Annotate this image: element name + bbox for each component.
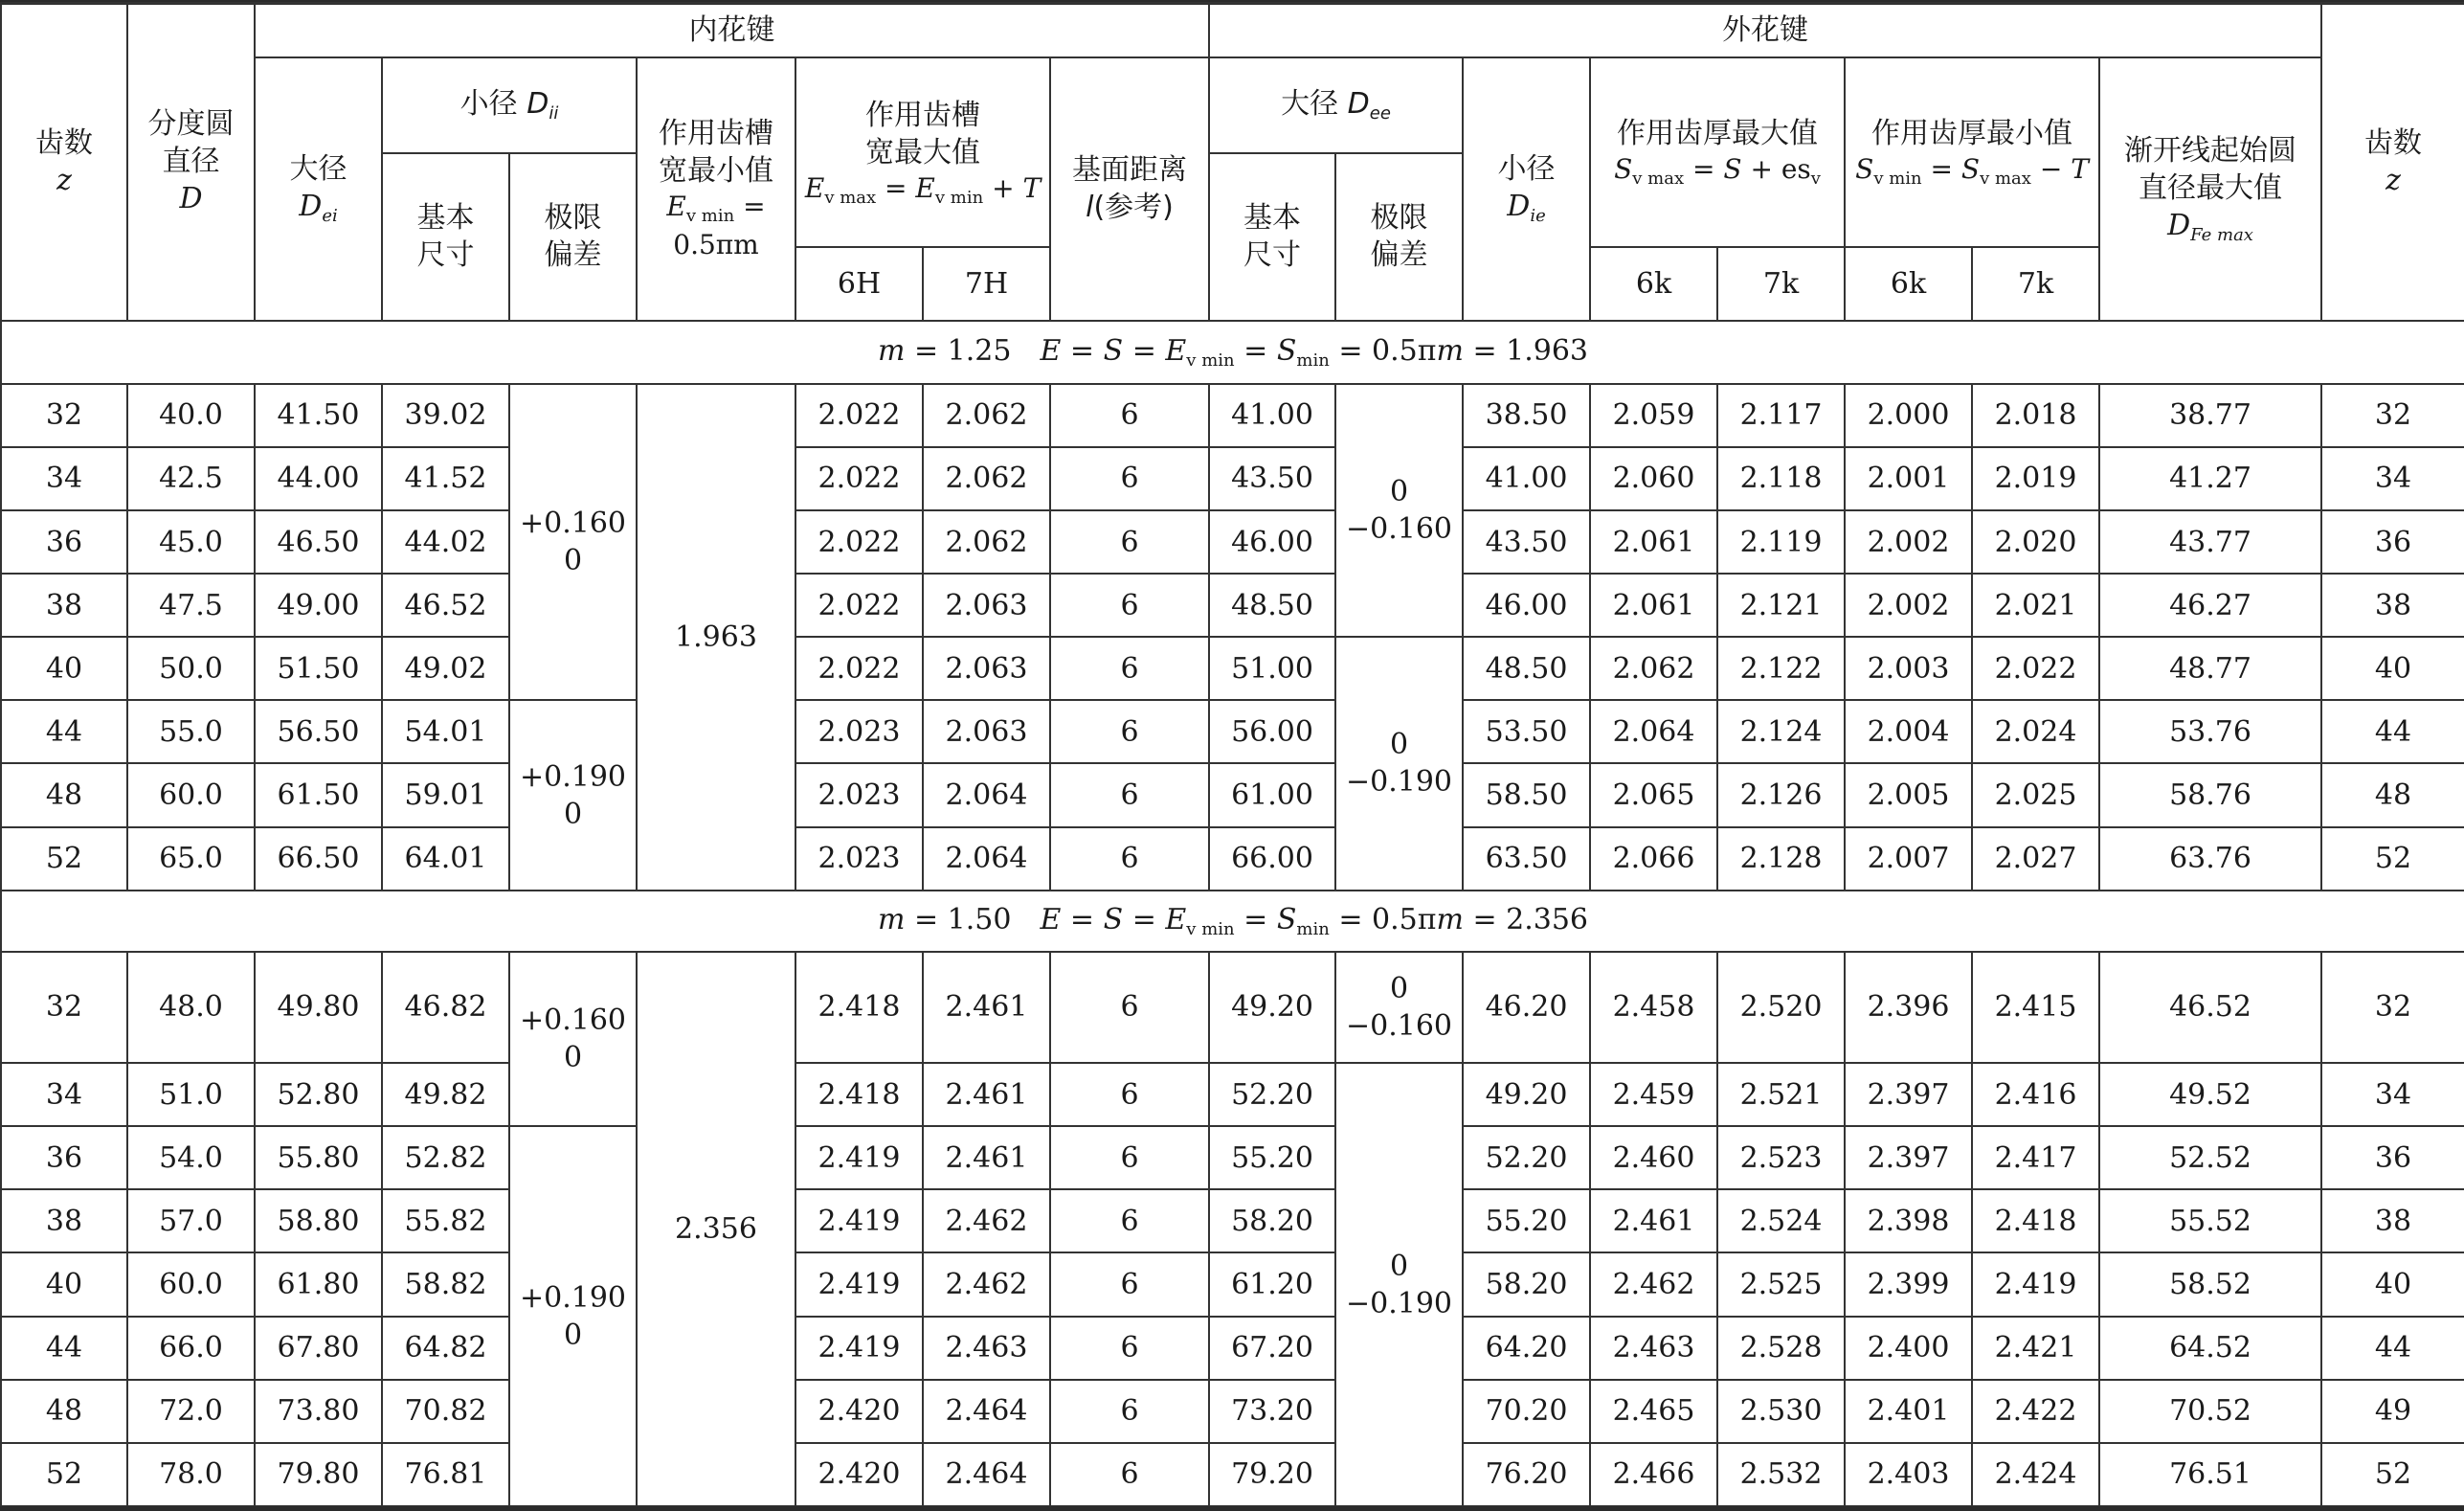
cell-base-dist: 6 [1050,700,1209,763]
cell-dee-deviation: 0 −0.190 [1335,637,1463,891]
cell-6H: 2.419 [795,1126,923,1189]
header-tol-7H: 7H [923,247,1050,320]
cell-dei: 61.50 [255,763,382,826]
cell-base-dist: 6 [1050,1189,1209,1252]
cell-smax-7k: 2.530 [1717,1380,1845,1443]
table-row [1,510,2464,574]
cell-z: 52 [1,827,127,891]
cell-dee: 61.20 [1209,1252,1335,1316]
table-row [1,1126,2464,1189]
cell-dfe-max: 58.52 [2099,1252,2321,1316]
cell-6H: 2.418 [795,1063,923,1126]
cell-smin-7k: 2.417 [1972,1126,2099,1189]
cell-dii: 54.01 [382,700,509,763]
cell-7H: 2.464 [923,1380,1050,1443]
section-caption: m = 1.25 $E = S = E_{v min} = S_{min} = 0.5\pi m = 1.963$ [1,321,2464,384]
cell-base-dist: 6 [1050,763,1209,826]
cell-dei: 49.00 [255,574,382,637]
cell-6H: 2.419 [795,1189,923,1252]
cell-dii: 64.01 [382,827,509,891]
cell-smax-6k: 2.465 [1590,1380,1717,1443]
cell-z-right: 44 [2321,700,2464,763]
cell-smin-6k: 2.403 [1845,1443,1972,1506]
cell-dii: 59.01 [382,763,509,826]
cell-z-right: 32 [2321,384,2464,447]
cell-smin-6k: 2.396 [1845,952,1972,1063]
cell-6H: 2.022 [795,574,923,637]
cell-7H: 2.461 [923,1126,1050,1189]
cell-smin-6k: 2.004 [1845,700,1972,763]
cell-pitch-dia: 72.0 [127,1380,255,1443]
cell-die: 53.50 [1463,700,1590,763]
cell-dii: 46.82 [382,952,509,1063]
cell-6H: 2.023 [795,700,923,763]
table-row [1,827,2464,891]
cell-smin-7k: 2.421 [1972,1317,2099,1380]
cell-z-right: 38 [2321,574,2464,637]
header-tol-6k-max: 6k [1590,247,1717,320]
cell-smax-7k: 2.532 [1717,1443,1845,1506]
cell-smin-6k: 2.398 [1845,1189,1972,1252]
cell-base-dist: 6 [1050,1252,1209,1316]
cell-smin-6k: 2.002 [1845,574,1972,637]
cell-7H: 2.063 [923,574,1050,637]
cell-6H: 2.022 [795,510,923,574]
cell-dfe-max: 70.52 [2099,1380,2321,1443]
cell-6H: 2.022 [795,637,923,700]
cell-6H: 2.023 [795,763,923,826]
cell-smax-7k: 2.122 [1717,637,1845,700]
cell-smax-7k: 2.124 [1717,700,1845,763]
cell-base-dist: 6 [1050,1317,1209,1380]
cell-base-dist: 6 [1050,827,1209,891]
cell-dei: 55.80 [255,1126,382,1189]
cell-dfe-max: 38.77 [2099,384,2321,447]
cell-6H: 2.022 [795,384,923,447]
cell-z: 44 [1,700,127,763]
cell-dee-deviation: 0 −0.160 [1335,384,1463,638]
cell-7H: 2.064 [923,827,1050,891]
table-row [1,447,2464,510]
cell-pitch-dia: 66.0 [127,1317,255,1380]
cell-dee-deviation: 0 −0.190 [1335,1063,1463,1506]
header-limit-dev-outer: 极限 偏差 [1335,153,1463,320]
cell-dfe-max: 41.27 [2099,447,2321,510]
cell-dfe-max: 64.52 [2099,1317,2321,1380]
cell-7H: 2.062 [923,510,1050,574]
cell-smin-6k: 2.005 [1845,763,1972,826]
cell-dei: 41.50 [255,384,382,447]
header-thickness-min: 作用齿厚最小值 $S_{v min} = S_{v max} - T$ [1845,57,2099,247]
table-row [1,1443,2464,1506]
cell-dee: 61.00 [1209,763,1335,826]
table-row [1,637,2464,700]
cell-base-dist: 6 [1050,1443,1209,1506]
header-tooth-count-right: 齿数 z [2321,3,2464,321]
header-tooth-count: 齿数 z [1,3,127,321]
cell-z-right: 32 [2321,952,2464,1063]
cell-base-dist: 6 [1050,574,1209,637]
table-row [1,1063,2464,1126]
cell-z: 32 [1,384,127,447]
cell-z-right: 44 [2321,1317,2464,1380]
cell-z: 34 [1,447,127,510]
cell-dfe-max: 49.52 [2099,1063,2321,1126]
cell-die: 58.50 [1463,763,1590,826]
cell-z-right: 52 [2321,1443,2464,1506]
table-row [1,384,2464,447]
cell-smin-7k: 2.019 [1972,447,2099,510]
cell-smax-7k: 2.521 [1717,1063,1845,1126]
cell-smin-7k: 2.419 [1972,1252,2099,1316]
cell-z: 38 [1,574,127,637]
header-space-width-min: 作用齿槽 宽最小值 $E_{v min}$ = 0.5πm [637,57,795,321]
cell-die: 70.20 [1463,1380,1590,1443]
cell-pitch-dia: 48.0 [127,952,255,1063]
cell-smax-6k: 2.061 [1590,574,1717,637]
cell-6H: 2.022 [795,447,923,510]
cell-die: 49.20 [1463,1063,1590,1126]
cell-pitch-dia: 65.0 [127,827,255,891]
cell-pitch-dia: 60.0 [127,1252,255,1316]
cell-smin-7k: 2.020 [1972,510,2099,574]
cell-dei: 61.80 [255,1252,382,1316]
cell-smax-6k: 2.458 [1590,952,1717,1063]
cell-z: 36 [1,510,127,574]
cell-pitch-dia: 78.0 [127,1443,255,1506]
cell-dii: 55.82 [382,1189,509,1252]
cell-7H: 2.461 [923,952,1050,1063]
cell-die: 55.20 [1463,1189,1590,1252]
cell-dee: 66.00 [1209,827,1335,891]
cell-dei: 67.80 [255,1317,382,1380]
cell-dee: 49.20 [1209,952,1335,1063]
cell-dii: 64.82 [382,1317,509,1380]
cell-pitch-dia: 50.0 [127,637,255,700]
cell-smin-6k: 2.000 [1845,384,1972,447]
cell-smin-7k: 2.418 [1972,1189,2099,1252]
cell-die: 58.20 [1463,1252,1590,1316]
cell-smax-7k: 2.525 [1717,1252,1845,1316]
header-tol-6H: 6H [795,247,923,320]
header-minor-dia-outer: 小径 $D_{ie}$ [1463,57,1590,321]
cell-smin-6k: 2.401 [1845,1380,1972,1443]
cell-dii: 46.52 [382,574,509,637]
cell-z: 32 [1,952,127,1063]
cell-smax-6k: 2.459 [1590,1063,1717,1126]
cell-6H: 2.420 [795,1443,923,1506]
cell-7H: 2.063 [923,700,1050,763]
cell-z-right: 40 [2321,1252,2464,1316]
cell-dfe-max: 48.77 [2099,637,2321,700]
cell-z: 36 [1,1126,127,1189]
cell-smin-7k: 2.021 [1972,574,2099,637]
table-bottom-rule [0,1506,2464,1511]
cell-dii: 39.02 [382,384,509,447]
cell-die: 43.50 [1463,510,1590,574]
header-basic-size-inner: 基本 尺寸 [382,153,509,320]
cell-dee: 43.50 [1209,447,1335,510]
cell-base-dist: 6 [1050,952,1209,1063]
cell-7H: 2.462 [923,1252,1050,1316]
cell-dei: 44.00 [255,447,382,510]
cell-dii: 70.82 [382,1380,509,1443]
header-tol-6k-min: 6k [1845,247,1972,320]
table-row [1,700,2464,763]
cell-dii-deviation: +0.160 0 [509,952,637,1126]
cell-z: 38 [1,1189,127,1252]
section-caption: m = 1.50 $E = S = E_{v min} = S_{min} = 0.5\pi m = 2.356$ [1,891,2464,952]
cell-z: 52 [1,1443,127,1506]
cell-dei: 46.50 [255,510,382,574]
cell-z-right: 36 [2321,510,2464,574]
cell-6H: 2.023 [795,827,923,891]
cell-smax-6k: 2.463 [1590,1317,1717,1380]
cell-dee: 52.20 [1209,1063,1335,1126]
table-row [1,1189,2464,1252]
cell-dee: 67.20 [1209,1317,1335,1380]
header-major-dia-inner: 大径 $D_{ei}$ [255,57,382,321]
cell-pitch-dia: 55.0 [127,700,255,763]
cell-pitch-dia: 42.5 [127,447,255,510]
cell-z: 34 [1,1063,127,1126]
cell-smax-7k: 2.128 [1717,827,1845,891]
cell-pitch-dia: 54.0 [127,1126,255,1189]
cell-6H: 2.420 [795,1380,923,1443]
header-basic-size-outer: 基本 尺寸 [1209,153,1335,320]
cell-z-right: 52 [2321,827,2464,891]
cell-pitch-dia: 47.5 [127,574,255,637]
cell-7H: 2.063 [923,637,1050,700]
cell-smax-7k: 2.524 [1717,1189,1845,1252]
cell-dii: 49.82 [382,1063,509,1126]
cell-z-right: 40 [2321,637,2464,700]
cell-die: 46.20 [1463,952,1590,1063]
cell-z-right: 34 [2321,1063,2464,1126]
cell-dei: 73.80 [255,1380,382,1443]
cell-dei: 58.80 [255,1189,382,1252]
cell-smax-6k: 2.466 [1590,1443,1717,1506]
cell-dei: 66.50 [255,827,382,891]
cell-die: 38.50 [1463,384,1590,447]
cell-6H: 2.418 [795,952,923,1063]
cell-z: 48 [1,763,127,826]
cell-z-right: 49 [2321,1380,2464,1443]
cell-base-dist: 6 [1050,447,1209,510]
cell-smax-6k: 2.062 [1590,637,1717,700]
cell-smax-6k: 2.060 [1590,447,1717,510]
cell-dii: 44.02 [382,510,509,574]
cell-smin-6k: 2.003 [1845,637,1972,700]
cell-smin-6k: 2.400 [1845,1317,1972,1380]
cell-smax-7k: 2.528 [1717,1317,1845,1380]
header-thickness-max: 作用齿厚最大值 $S_{v max} = S + es_v$ [1590,57,1845,247]
table-row [1,1380,2464,1443]
cell-base-dist: 6 [1050,510,1209,574]
cell-pitch-dia: 40.0 [127,384,255,447]
cell-dee: 51.00 [1209,637,1335,700]
cell-smax-6k: 2.066 [1590,827,1717,891]
cell-base-dist: 6 [1050,1063,1209,1126]
cell-smax-6k: 2.059 [1590,384,1717,447]
cell-6H: 2.419 [795,1252,923,1316]
cell-smax-6k: 2.065 [1590,763,1717,826]
cell-dfe-max: 43.77 [2099,510,2321,574]
cell-dii-deviation: +0.190 0 [509,1126,637,1506]
cell-dei: 51.50 [255,637,382,700]
cell-dfe-max: 46.27 [2099,574,2321,637]
header-pitch-diameter: 分度圆 直径 D [127,3,255,321]
cell-dee: 79.20 [1209,1443,1335,1506]
header-base-distance: 基面距离 l(参考) [1050,57,1209,321]
cell-smin-6k: 2.007 [1845,827,1972,891]
cell-dei: 52.80 [255,1063,382,1126]
cell-dee: 56.00 [1209,700,1335,763]
cell-7H: 2.062 [923,384,1050,447]
cell-dfe-max: 53.76 [2099,700,2321,763]
cell-7H: 2.462 [923,1189,1050,1252]
cell-smin-6k: 2.399 [1845,1252,1972,1316]
cell-6H: 2.419 [795,1317,923,1380]
cell-dfe-max: 46.52 [2099,952,2321,1063]
cell-smin-7k: 2.424 [1972,1443,2099,1506]
cell-smin-7k: 2.027 [1972,827,2099,891]
cell-dfe-max: 63.76 [2099,827,2321,891]
cell-dee: 41.00 [1209,384,1335,447]
cell-base-dist: 6 [1050,1380,1209,1443]
cell-pitch-dia: 51.0 [127,1063,255,1126]
header-outer-spline: 外花键 [1209,3,2321,57]
cell-base-dist: 6 [1050,384,1209,447]
cell-smax-6k: 2.462 [1590,1252,1717,1316]
cell-smax-7k: 2.126 [1717,763,1845,826]
cell-smax-6k: 2.061 [1590,510,1717,574]
cell-dei: 56.50 [255,700,382,763]
cell-die: 46.00 [1463,574,1590,637]
cell-dii: 76.81 [382,1443,509,1506]
cell-z-right: 34 [2321,447,2464,510]
cell-7H: 2.064 [923,763,1050,826]
cell-smin-7k: 2.024 [1972,700,2099,763]
cell-die: 64.20 [1463,1317,1590,1380]
cell-7H: 2.062 [923,447,1050,510]
cell-pitch-dia: 60.0 [127,763,255,826]
cell-dei: 79.80 [255,1443,382,1506]
cell-space-min: 2.356 [637,952,795,1506]
cell-pitch-dia: 57.0 [127,1189,255,1252]
header-minor-dia-inner: 小径 $D_{ii}$ [382,57,637,153]
cell-smax-6k: 2.064 [1590,700,1717,763]
table-row [1,1252,2464,1316]
cell-z-right: 36 [2321,1126,2464,1189]
cell-dii-deviation: +0.160 0 [509,384,637,701]
cell-smin-7k: 2.416 [1972,1063,2099,1126]
cell-smin-6k: 2.397 [1845,1063,1972,1126]
table-row [1,952,2464,1063]
cell-7H: 2.464 [923,1443,1050,1506]
cell-dfe-max: 52.52 [2099,1126,2321,1189]
cell-die: 52.20 [1463,1126,1590,1189]
cell-smax-7k: 2.118 [1717,447,1845,510]
cell-smax-7k: 2.121 [1717,574,1845,637]
header-inner-spline: 内花键 [255,3,1209,57]
header-tol-7k-min: 7k [1972,247,2099,320]
cell-smin-7k: 2.018 [1972,384,2099,447]
header-limit-dev-inner: 极限 偏差 [509,153,637,320]
cell-z-right: 48 [2321,763,2464,826]
cell-smax-7k: 2.117 [1717,384,1845,447]
cell-dii-deviation: +0.190 0 [509,700,637,890]
cell-dii: 49.02 [382,637,509,700]
cell-smin-6k: 2.397 [1845,1126,1972,1189]
cell-dii: 41.52 [382,447,509,510]
cell-base-dist: 6 [1050,637,1209,700]
cell-smax-6k: 2.461 [1590,1189,1717,1252]
cell-dfe-max: 55.52 [2099,1189,2321,1252]
cell-die: 48.50 [1463,637,1590,700]
header-space-width-max: 作用齿槽 宽最大值 $E_{v max} = E_{v min} + T$ [795,57,1050,247]
table-row [1,763,2464,826]
cell-dfe-max: 76.51 [2099,1443,2321,1506]
cell-dii: 58.82 [382,1252,509,1316]
cell-dee: 73.20 [1209,1380,1335,1443]
cell-smax-7k: 2.119 [1717,510,1845,574]
cell-dee: 46.00 [1209,510,1335,574]
cell-die: 41.00 [1463,447,1590,510]
cell-z-right: 38 [2321,1189,2464,1252]
cell-die: 76.20 [1463,1443,1590,1506]
cell-smax-7k: 2.523 [1717,1126,1845,1189]
cell-z: 48 [1,1380,127,1443]
cell-smax-7k: 2.520 [1717,952,1845,1063]
cell-7H: 2.461 [923,1063,1050,1126]
cell-7H: 2.463 [923,1317,1050,1380]
table-row [1,1317,2464,1380]
cell-dee: 55.20 [1209,1126,1335,1189]
cell-smin-7k: 2.022 [1972,637,2099,700]
cell-die: 63.50 [1463,827,1590,891]
cell-dee: 48.50 [1209,574,1335,637]
header-involute-start-dia: 渐开线起始圆 直径最大值 $D_{Fe max}$ [2099,57,2321,321]
header-major-dia-outer: 大径 $D_{ee}$ [1209,57,1463,153]
spline-dimension-table [0,2,2464,1507]
cell-z: 40 [1,1252,127,1316]
cell-smin-7k: 2.415 [1972,952,2099,1063]
cell-dii: 52.82 [382,1126,509,1189]
header-tol-7k-max: 7k [1717,247,1845,320]
cell-smin-6k: 2.001 [1845,447,1972,510]
table-row [1,574,2464,637]
cell-dee-deviation: 0 −0.160 [1335,952,1463,1063]
cell-smin-7k: 2.422 [1972,1380,2099,1443]
cell-smax-6k: 2.460 [1590,1126,1717,1189]
cell-dfe-max: 58.76 [2099,763,2321,826]
cell-smin-6k: 2.002 [1845,510,1972,574]
cell-dee: 58.20 [1209,1189,1335,1252]
cell-z: 40 [1,637,127,700]
cell-smin-7k: 2.025 [1972,763,2099,826]
cell-space-min: 1.963 [637,384,795,891]
cell-pitch-dia: 45.0 [127,510,255,574]
cell-dei: 49.80 [255,952,382,1063]
cell-z: 44 [1,1317,127,1380]
cell-base-dist: 6 [1050,1126,1209,1189]
